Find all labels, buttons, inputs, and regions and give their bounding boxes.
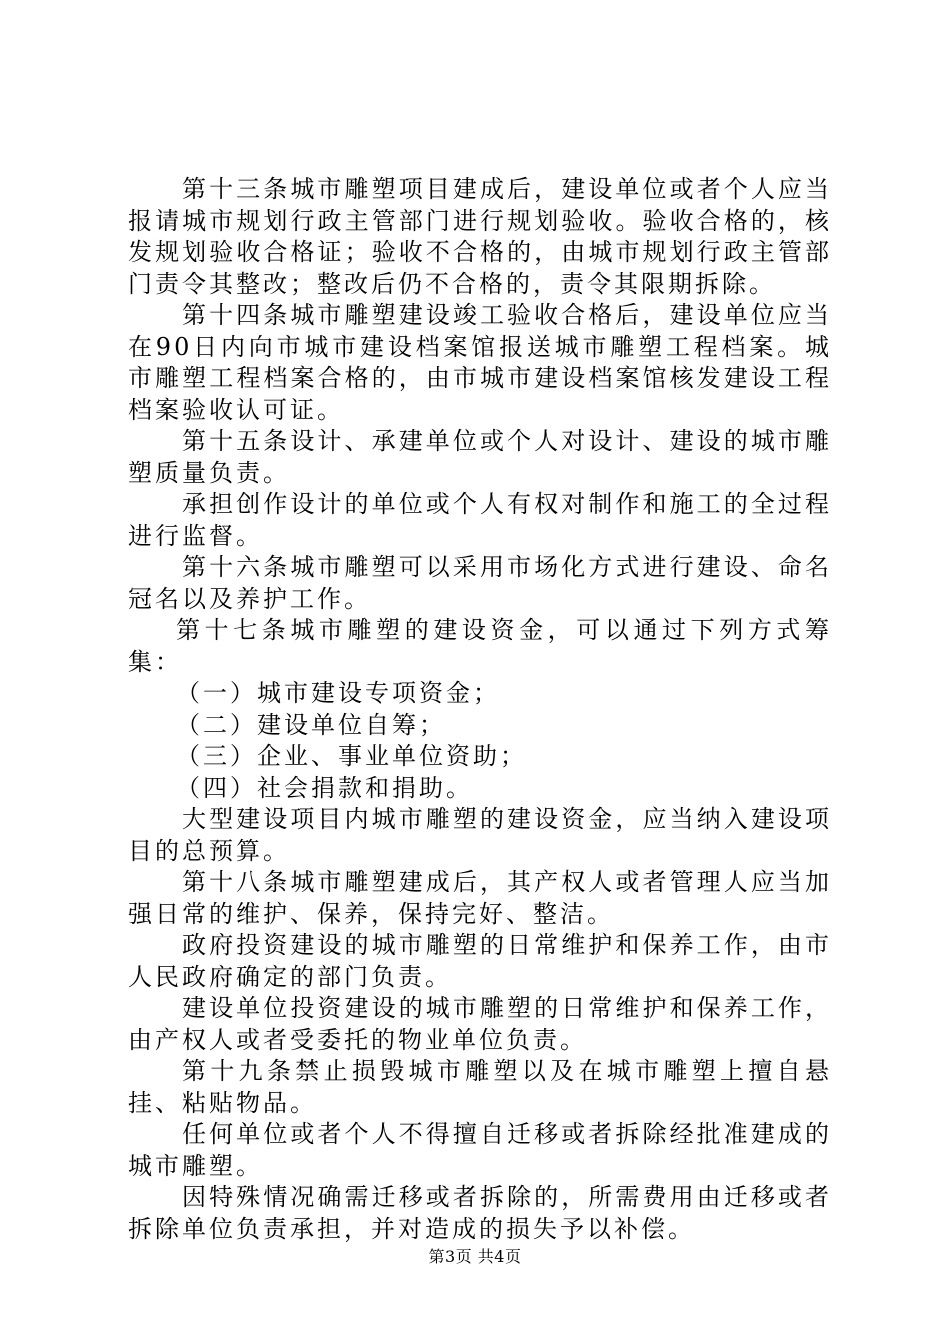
paragraph-compensation: 因特殊情况确需迁移或者拆除的，所需费用由迁移或者拆除单位负责承担，并对造成的损失予以补偿。 — [128, 1183, 832, 1243]
paragraph-unit-maintenance: 建设单位投资建设的城市雕塑的日常维护和保养工作，由产权人或者受委托的物业单位负责。 — [128, 994, 832, 1054]
page-number-footer: 第3页 共4页 — [428, 1247, 522, 1266]
list-item-funding-2: （二）建设单位自筹； — [176, 710, 446, 739]
list-item-funding-1: （一）城市建设专项资金； — [176, 679, 500, 707]
paragraph-government-maintenance: 政府投资建设的城市雕塑的日常维护和保养工作，由市人民政府确定的部门负责。 — [128, 931, 832, 991]
paragraph-article-18: 第十八条城市雕塑建成后，其产权人或者管理人应当加强日常的维护、保养，保持完好、整洁。 — [128, 868, 832, 928]
paragraph-large-projects: 大型建设项目内城市雕塑的建设资金，应当纳入建设项目的总预算。 — [128, 805, 832, 865]
paragraph-no-relocation: 任何单位或者个人不得擅自迁移或者拆除经批准建成的城市雕塑。 — [128, 1120, 832, 1180]
paragraph-article-14: 第十四条城市雕塑建设竣工验收合格后，建设单位应当在90日内向市城市建设档案馆报送城市雕塑工程档案。城市雕塑工程档案合格的，由市城市建设档案馆核发建设工程档案验收认可证。 — [128, 301, 832, 424]
document-body — [128, 174, 832, 1245]
list-item-funding-4: （四）社会捐款和捐助。 — [176, 773, 473, 802]
paragraph-article-19: 第十九条禁止损毁城市雕塑以及在城市雕塑上擅自悬挂、粘贴物品。 — [128, 1057, 832, 1117]
paragraph-article-13: 第十三条城市雕塑项目建成后，建设单位或者个人应当报请城市规划行政主管部门进行规划验收。验收合格的，核发规划验收合格证；验收不合格的，由城市规划行政主管部门责令其整改；整改后仍不合格的，责令其限期拆除。 — [128, 175, 832, 298]
paragraph-article-16: 第十六条城市雕塑可以采用市场化方式进行建设、命名冠名以及养护工作。 — [128, 553, 832, 613]
paragraph-supervision: 承担创作设计的单位或个人有权对制作和施工的全过程进行监督。 — [128, 490, 832, 550]
list-item-funding-3: （三）企业、事业单位资助； — [176, 742, 527, 770]
paragraph-article-15: 第十五条设计、承建单位或个人对设计、建设的城市雕塑质量负责。 — [128, 427, 832, 487]
paragraph-article-17: 第十七条城市雕塑的建设资金，可以通过下列方式筹集： — [128, 616, 832, 676]
